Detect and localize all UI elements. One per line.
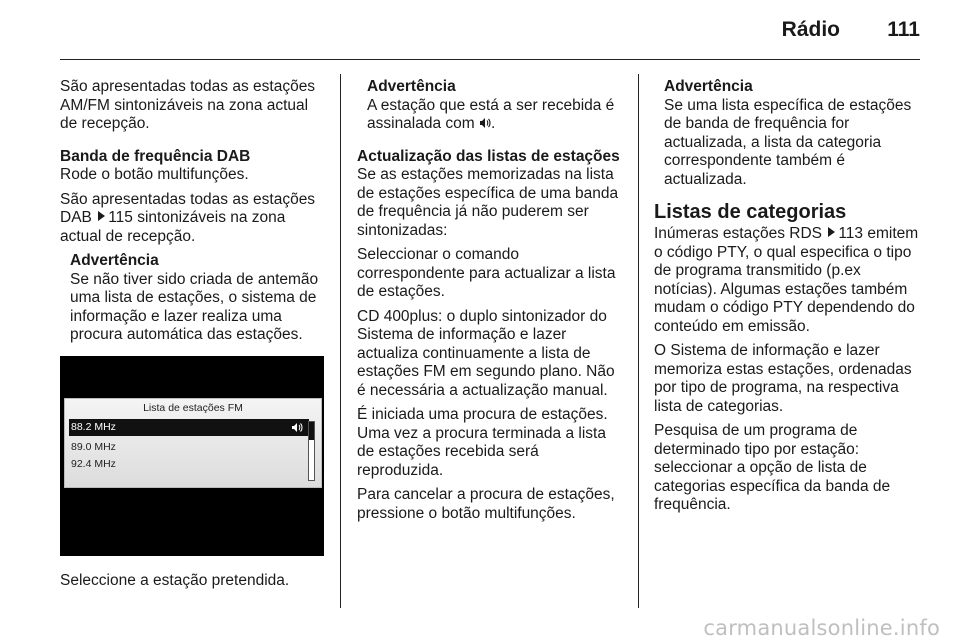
station-item: 89.0 MHz [71,441,116,453]
screen-title: Lista de estações FM [143,402,243,414]
note-title: Advertência [664,78,753,95]
paragraph: São apresentadas todas as estações AM/FM sintonizáveis na zona actual de recepção. [60,78,316,132]
heading-categories: Listas de categorias [654,201,847,223]
page-reference-arrow-icon [828,227,835,237]
header-rule [60,59,920,60]
speaker-icon [479,117,491,129]
note-box [60,252,326,345]
column-2 [357,78,625,529]
paragraph: É iniciada uma procura de estações. Uma vez a procura terminada a lista de estações recebida será reproduzida. [357,406,608,479]
page-reference[interactable]: 115 [108,209,133,226]
page-number: 111 [887,18,920,41]
text-fragment: emitem o código PTY, o qual especifica o tipo de programa transmitido (p.ex notícias). Algumas estações também mudam o código PTY dependendo do conteúdo em emissão. [654,225,919,335]
paragraph [60,191,326,247]
speaker-icon [291,422,303,433]
text-fragment: Inúmeras estações RDS [654,225,822,242]
column-divider-1 [340,74,341,608]
station-item: 92.4 MHz [71,458,116,470]
text-fragment: A estação que está a ser recebida é assinalada com [367,96,615,132]
subheading-dab: Banda de frequência DAB [60,147,251,165]
scrollbar [308,421,315,481]
note-box [357,78,625,134]
display-screen [64,398,322,488]
page-reference[interactable]: 113 [838,225,864,242]
paragraph [654,225,922,336]
text-fragment: sintonizáveis na zona actual de recepção. [60,209,286,245]
station-item-selected [69,419,309,436]
paragraph: O Sistema de informação e lazer memoriza estas estações, ordenadas por tipo de programa, na respectiva lista de categorias. [654,342,912,415]
paragraph: Para cancelar a procura de estações, pressione o botão multifunções. [357,486,615,522]
column-3 [654,78,922,521]
note-title: Advertência [70,252,159,269]
page-reference-arrow-icon [98,211,105,221]
paragraph: Pesquisa de um programa de determinado tipo por estação: seleccionar a opção de lista de categorias específica da banda de frequência. [654,422,891,513]
watermark: carmanualsonline.info [703,616,940,640]
note-box [654,78,922,189]
column-1 [60,78,326,345]
subheading-update: Actualização das listas de estações [357,147,620,165]
note-title: Advertência [367,78,456,95]
note-text: Se não tiver sido criada de antemão uma lista de estações, o sistema de informação e lazer realiza uma procura automática das estações. [70,270,319,343]
paragraph: Seleccionar o comando correspondente para actualizar a lista de estações. [357,246,616,300]
paragraph: Rode o botão multifunções. [60,166,249,183]
station-list-screenshot [60,356,324,556]
column-divider-2 [638,74,639,608]
station-label: 88.2 MHz [71,421,116,433]
text-fragment: São apresentadas todas as estações DAB [60,190,316,226]
note-text: A estação que está a ser recebida é assinalada com . [367,96,615,132]
note-text: Se uma lista específica de estações de banda de frequência for actualizada, a lista da categoria correspondente também é actualizada. [664,96,912,188]
scrollbar-thumb [309,422,314,440]
paragraph: CD 400plus: o duplo sintonizador do Sistema de informação e lazer actualiza continuamente a lista de estações FM em segundo plano. Não é necessária a actualização manual. [357,307,615,399]
paragraph: Se as estações memorizadas na lista de estações específica de uma banda de frequência já não puderem ser sintonizadas: [357,166,619,239]
page-header [0,0,960,60]
section-title: Rádio [781,18,840,41]
figure-caption: Seleccione a estação pretendida. [60,572,290,589]
